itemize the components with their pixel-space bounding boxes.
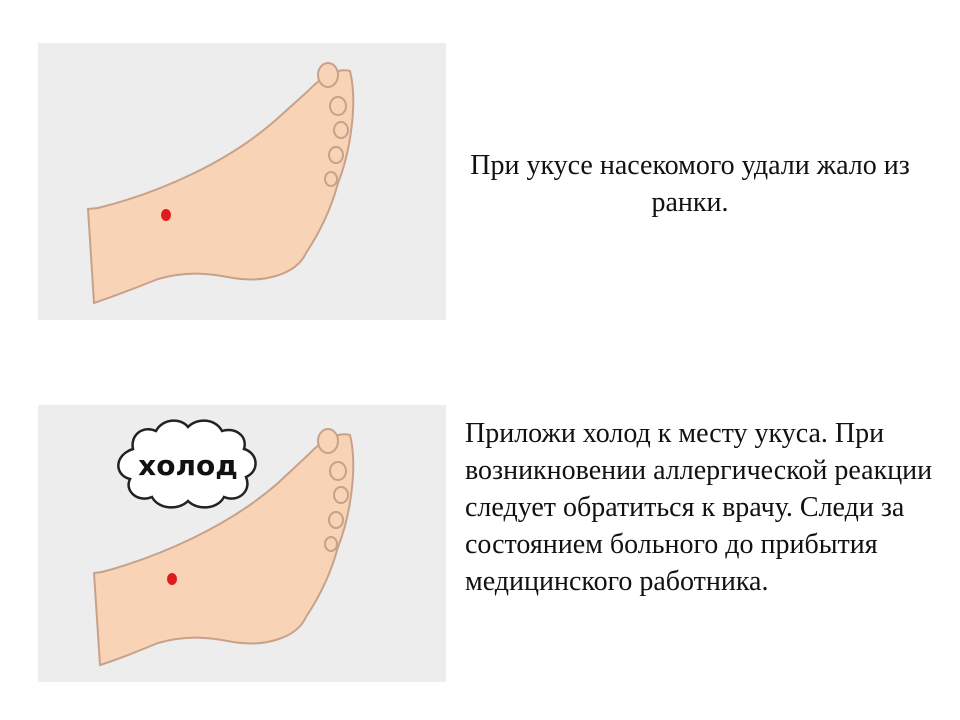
- foot-shape: [88, 70, 353, 303]
- step1-instruction: При укусе насекомого удали жало из ранки.: [470, 150, 910, 218]
- step2-instruction: Приложи холод к месту укуса. При возникновении аллергической реакции следует обратиться к врачу. Следи за состоянием больного до прибытия медицинского работника.: [465, 418, 933, 597]
- cold-cloud-label: холод: [138, 449, 238, 482]
- bite-mark: [167, 573, 177, 585]
- toe: [325, 537, 337, 551]
- toe: [318, 429, 338, 453]
- foot-drawing: [38, 43, 446, 320]
- illustration-foot-cold: [38, 405, 446, 682]
- toe: [330, 97, 346, 115]
- toe: [329, 512, 343, 528]
- toe: [329, 147, 343, 163]
- toe: [318, 63, 338, 87]
- bite-mark: [161, 209, 171, 221]
- toe: [334, 122, 348, 138]
- toe: [330, 462, 346, 480]
- toe: [325, 172, 337, 186]
- toe: [334, 487, 348, 503]
- foot-cold-drawing: [38, 405, 446, 682]
- illustration-foot-bite: [38, 43, 446, 320]
- cold-cloud: [118, 421, 255, 508]
